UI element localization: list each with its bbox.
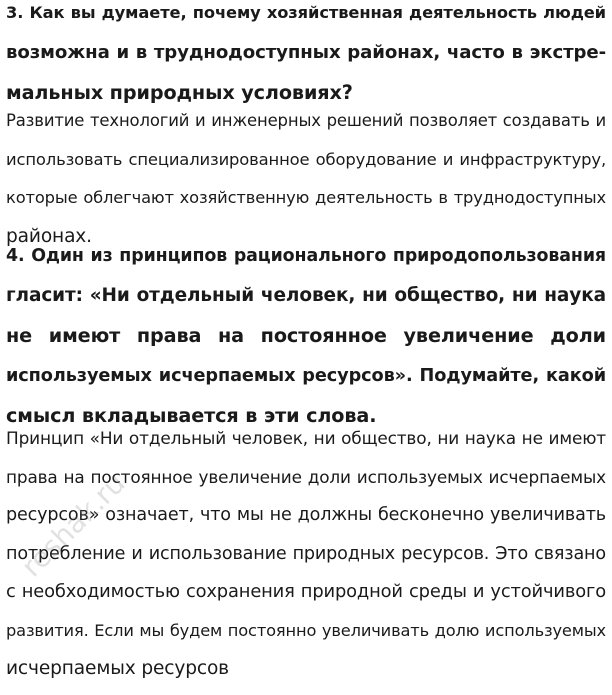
answer-4-line: исчерпаемых ресурсов bbox=[6, 658, 229, 679]
answer-4-line: потребление и использование природных ресурсов. Это связано bbox=[6, 543, 606, 564]
answer-4-line: развития. Если мы будем постоянно увеличивать долю используемых bbox=[6, 620, 606, 640]
question-4-line: не имеют права на постоянное увеличение доли bbox=[6, 324, 606, 347]
answer-4-line: с необходимостью сохранения природной среды и устойчивого bbox=[6, 581, 606, 602]
answer-3-line: районах. bbox=[6, 225, 92, 247]
question-4 bbox=[6, 243, 606, 443]
question-3-line: возможна и в труднодоступных районах, часто в экстре- bbox=[6, 42, 606, 63]
question-3 bbox=[6, 0, 606, 120]
answer-3-line: которые облегчают хозяйственную деятельность в труднодоступных bbox=[6, 188, 606, 207]
answer-4-line: ресурсов» означает, что мы не должны бесконечно увеличивать bbox=[6, 505, 606, 525]
answer-3-line: использовать специализированное оборудование и инфраструктуру, bbox=[6, 149, 606, 169]
answer-4-line: Принцип «Ни отдельный человек, ни общество, ни наука не имеют bbox=[6, 428, 606, 448]
answer-4 bbox=[6, 425, 606, 695]
answer-4-line: права на постоянное увеличение доли используемых исчерпаемых bbox=[6, 466, 606, 487]
question-4-line: 4. Один из принципов рационального природопользования bbox=[6, 246, 606, 266]
answer-3-line: Развитие технологий и инженерных решений позволяет создавать и bbox=[6, 111, 606, 130]
question-3-line: мальных природных условиях? bbox=[6, 81, 353, 104]
question-4-line: используемых исчерпаемых ресурсов». Подумайте, какой bbox=[6, 366, 606, 386]
question-4-line: смысл вкладывается в эти слова. bbox=[6, 404, 377, 427]
answer-3 bbox=[6, 108, 606, 262]
question-3-line: 3. Как вы думаете, почему хозяйственная деятельность людей bbox=[6, 3, 606, 22]
watermark: reshak.ru bbox=[15, 466, 132, 584]
question-4-line: гласит: «Ни отдельный человек, ни общество, ни наука bbox=[6, 285, 606, 306]
